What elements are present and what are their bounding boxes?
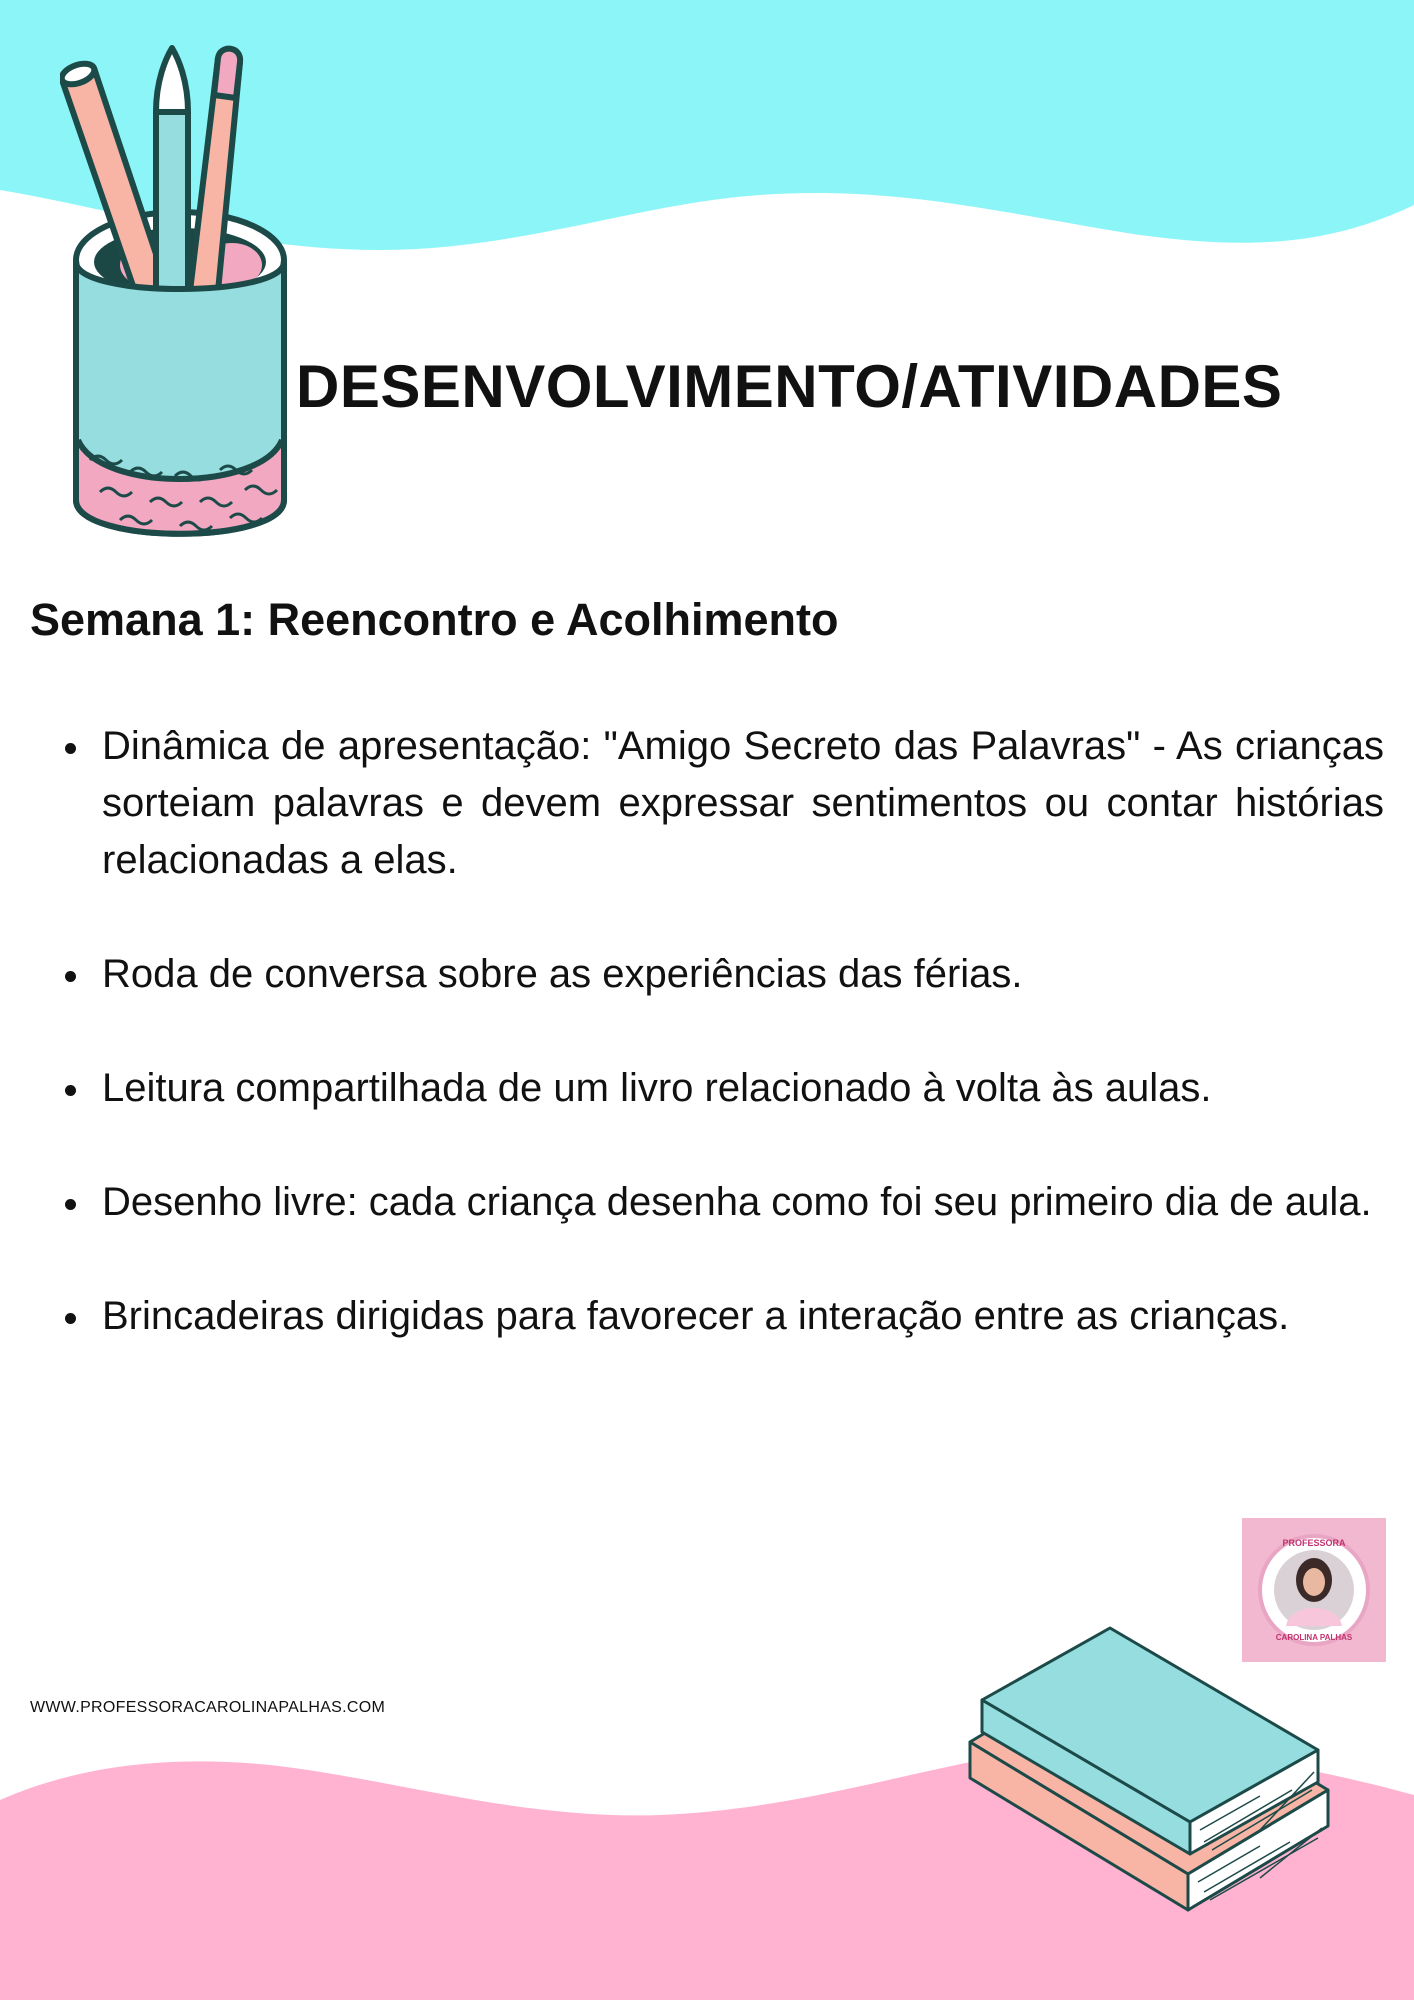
list-item: Desenho livre: cada criança desenha como foi seu primeiro dia de aula. [102,1174,1384,1231]
activity-list [30,718,1384,1402]
list-item: Dinâmica de apresentação: "Amigo Secreto das Palavras" - As crianças sorteiam palavras e devem expressar sentimentos ou contar histórias relacionadas a elas. [102,718,1384,889]
page-title: DESENVOLVIMENTO/ATIVIDADES [296,353,1283,420]
logo-text-bottom: CAROLINA PALHAS [1275,1633,1353,1642]
book-stack-icon [960,1620,1340,1920]
week-heading: Semana 1: Reencontro e Acolhimento [30,594,839,645]
list-item: Brincadeiras dirigidas para favorecer a interação entre as crianças. [102,1288,1384,1345]
website-footer: WWW.PROFESSORACAROLINAPALHAS.COM [30,1699,386,1716]
logo-text-top: PROFESSORA [1282,1538,1346,1548]
list-item: Roda de conversa sobre as experiências das férias. [102,946,1384,1003]
pencil-cup-icon [60,40,300,560]
list-item: Leitura compartilhada de um livro relacionado à volta às aulas. [102,1060,1384,1117]
